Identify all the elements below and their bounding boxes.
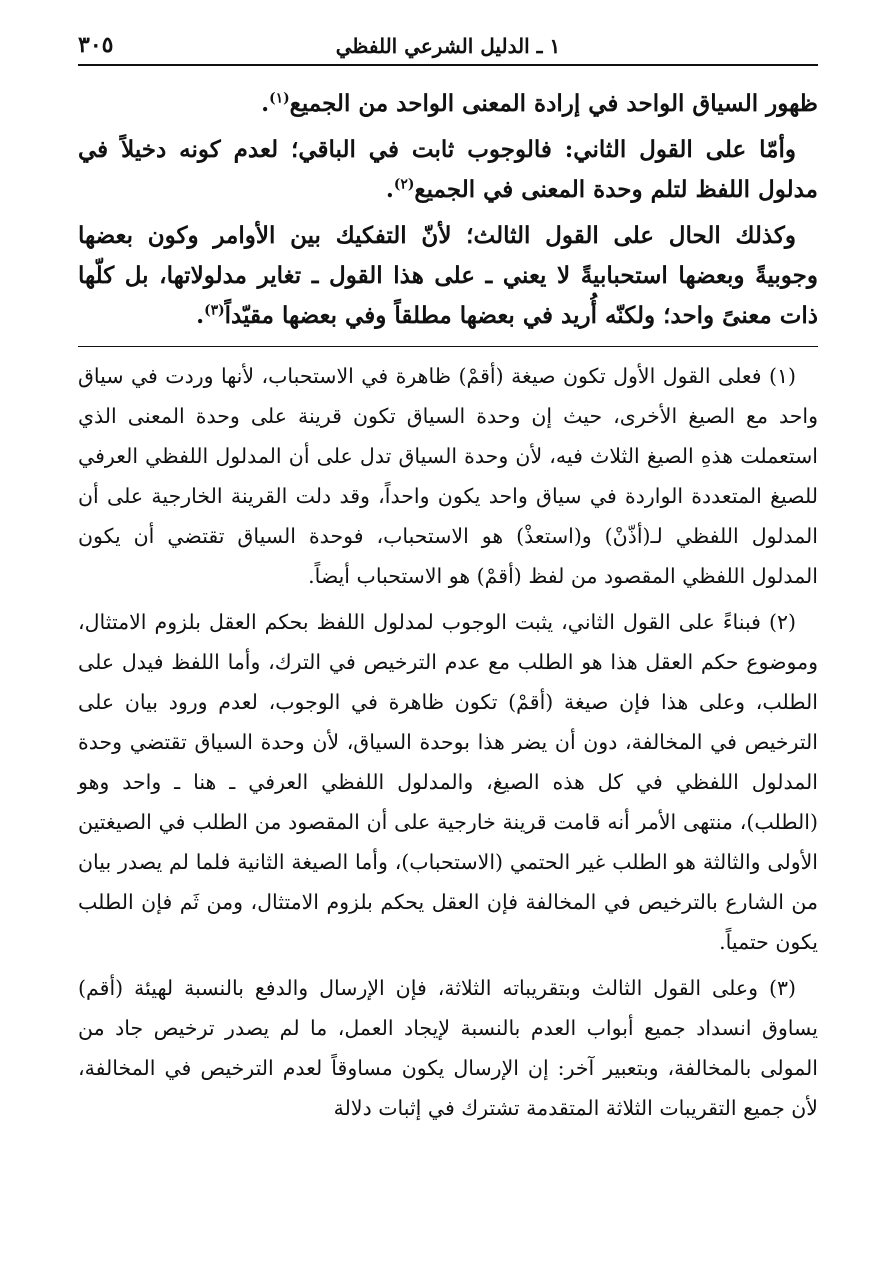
page-number: ٣٠٥	[78, 32, 114, 58]
footnote-ref-3: (٣)	[204, 302, 225, 319]
page-header	[78, 28, 818, 66]
footnote-ref-2: (٢)	[393, 176, 415, 193]
main-paragraph-2	[78, 130, 818, 210]
main-paragraph-1-tail: .	[261, 90, 270, 117]
main-paragraph-3-tail: .	[196, 302, 205, 329]
running-title: ١ ـ الدليل الشرعي اللفظي	[335, 34, 561, 58]
main-paragraph-1-text: ظهور السياق الواحد في إرادة المعنى الواحد من الجميع	[289, 90, 818, 117]
footnote-2: (٢) فبناءً على القول الثاني، يثبت الوجوب لمدلول اللفظ بحكم العقل بلزوم الامتثال، وموضوع حكم العقل هذا هو الطلب مع عدم الترخيص في الترك، وأما اللفظ فيدل على الطلب، وعلى هذا فإن صيغة (أقمْ) تكون ظاهرة في الوجوب، لعدم ورود بيان على الترخيص في المخالفة، دون أن يضر هذا بوحدة السياق، لأن وحدة السياق تقتضي وحدة المدلول اللفظي في كل هذه الصيغ، والمدلول اللفظي العرفي ـ هنا ـ واحد وهو (الطلب)، منتهى الأمر أنه قامت قرينة خارجية على أن المقصود من الطلب في الصيغتين الأولى والثالثة هو الطلب غير الحتمي (الاستحباب)، وأما الصيغة الثانية فلما لم يصدر بيان من الشارع بالترخيص في المخالفة فإن العقل يحكم بلزوم الامتثال، ومن ثَم فإن الطلب يكون حتمياً.	[78, 610, 818, 954]
footnote-3: (٣) وعلى القول الثالث وبتقريباته الثلاثة، فإن الإرسال والدفع بالنسبة لهيئة (أقم) يساوق انسداد جميع أبواب العدم بالنسبة لإيجاد العمل، ما لم يصدر ترخيص جاد من المولى بالمخالفة، وبتعبير آخر: إن الإرسال يكون مساوقاً لعدم الترخيص في المخالفة، لأن جميع التقريبات الثلاثة المتقدمة تشترك في إثبات دلالة	[78, 976, 818, 1120]
main-paragraph-3	[78, 216, 818, 336]
footnotes	[78, 356, 818, 1134]
main-paragraph-1	[78, 84, 818, 124]
main-paragraph-2-text: وأمّا على القول الثاني: فالوجوب ثابت في الباقي؛ لعدم كونه دخيلاً في مدلول اللفظ لتلم وحدة المعنى في الجميع	[78, 136, 818, 203]
footnote-ref-1: (١)	[269, 90, 290, 107]
footnote-separator	[78, 346, 818, 347]
main-text	[78, 84, 818, 342]
main-paragraph-2-tail: .	[385, 176, 394, 203]
footnote-1: (١) فعلى القول الأول تكون صيغة (أقمْ) ظاهرة في الاستحباب، لأنها وردت في سياق واحد مع الصيغ الأخرى، حيث إن وحدة السياق تكون قرينة على وحدة المعنى الذي استعملت هذهِ الصيغ الثلاث فيه، لأن وحدة السياق تدل على أن المدلول اللفظي العرفي للصيغ المتعددة الواردة في سياق واحد يكون واحداً، وقد دلت القرينة الخارجية على أن المدلول اللفظي لـ(أذّنْ) و(استعذْ) هو الاستحباب، فوحدة السياق تقتضي أن يكون المدلول اللفظي المقصود من لفظ (أقمْ) هو الاستحباب أيضاً.	[78, 364, 818, 588]
main-paragraph-3-text: وكذلك الحال على القول الثالث؛ لأنّ التفكيك بين الأوامر وكون بعضها وجوبيةً وبعضها استحبابيةً لا يعني ـ على هذا القول ـ تغاير مدلولاتها، بل كلّها ذات معنىً واحد؛ ولكنّه أُريد في بعضها مطلقاً وفي بعضها مقيّداً	[78, 222, 818, 329]
